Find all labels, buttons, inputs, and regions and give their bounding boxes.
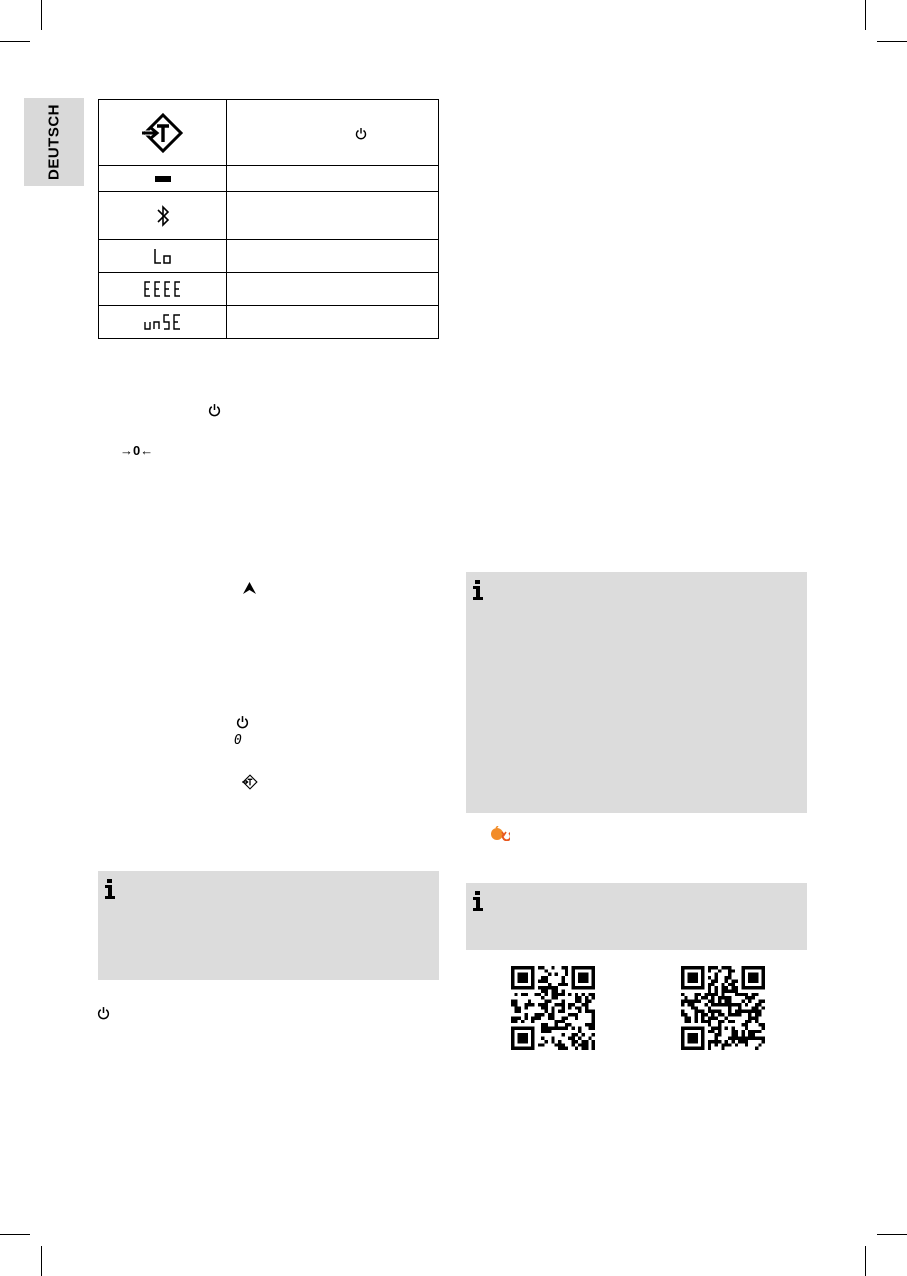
symbol-table: [98, 99, 439, 339]
language-label: DEUTSCH: [45, 103, 63, 181]
minus-bar-icon: [155, 176, 171, 182]
digit-zero-display: 0: [234, 733, 242, 748]
power-icon: [97, 1006, 110, 1020]
table-row: [99, 273, 439, 306]
table-row: [99, 240, 439, 273]
table-cell-description: [227, 166, 439, 192]
unse-display-icon: [143, 312, 183, 332]
crop-mark: [41, 0, 42, 30]
info-icon: [472, 891, 484, 911]
tare-icon: [142, 112, 184, 154]
eeee-display-icon: [143, 279, 183, 299]
table-cell-icon: [99, 192, 227, 240]
crop-mark: [865, 1246, 866, 1276]
table-cell-icon: [99, 240, 227, 273]
qr-code-icon: [681, 966, 765, 1050]
table-cell-icon: [99, 166, 227, 192]
crop-mark: [865, 0, 866, 30]
lo-display-icon: [153, 246, 173, 266]
table-cell-description: [227, 192, 439, 240]
crop-mark: [0, 41, 30, 42]
crop-mark: [877, 41, 907, 42]
table-cell-icon: [99, 273, 227, 306]
info-icon: [472, 580, 484, 600]
power-icon: [236, 715, 249, 729]
table-cell-description: [227, 100, 439, 166]
bluetooth-icon: [156, 204, 170, 228]
table-row: [99, 192, 439, 240]
info-box: [466, 572, 807, 813]
language-tab: [24, 98, 84, 186]
table-cell-icon: [99, 100, 227, 166]
info-icon: [104, 879, 116, 899]
table-row: [99, 166, 439, 192]
arrow-up-icon: [243, 582, 256, 594]
info-box: [466, 883, 807, 950]
zero-indicator: →0←: [120, 443, 154, 458]
table-cell-description: [227, 273, 439, 306]
table-cell-description: [227, 240, 439, 273]
table-row: [99, 306, 439, 339]
crop-mark: [41, 1246, 42, 1276]
app-logo-icon: [490, 826, 510, 841]
table-cell-icon: [99, 306, 227, 339]
info-box: [98, 871, 439, 980]
crop-mark: [877, 1234, 907, 1235]
power-icon: [355, 127, 367, 140]
qr-code-icon: [511, 966, 595, 1050]
power-icon: [208, 403, 221, 417]
table-row: [99, 100, 439, 166]
table-cell-description: [227, 306, 439, 339]
crop-mark: [0, 1234, 30, 1235]
tare-icon: [242, 774, 258, 790]
